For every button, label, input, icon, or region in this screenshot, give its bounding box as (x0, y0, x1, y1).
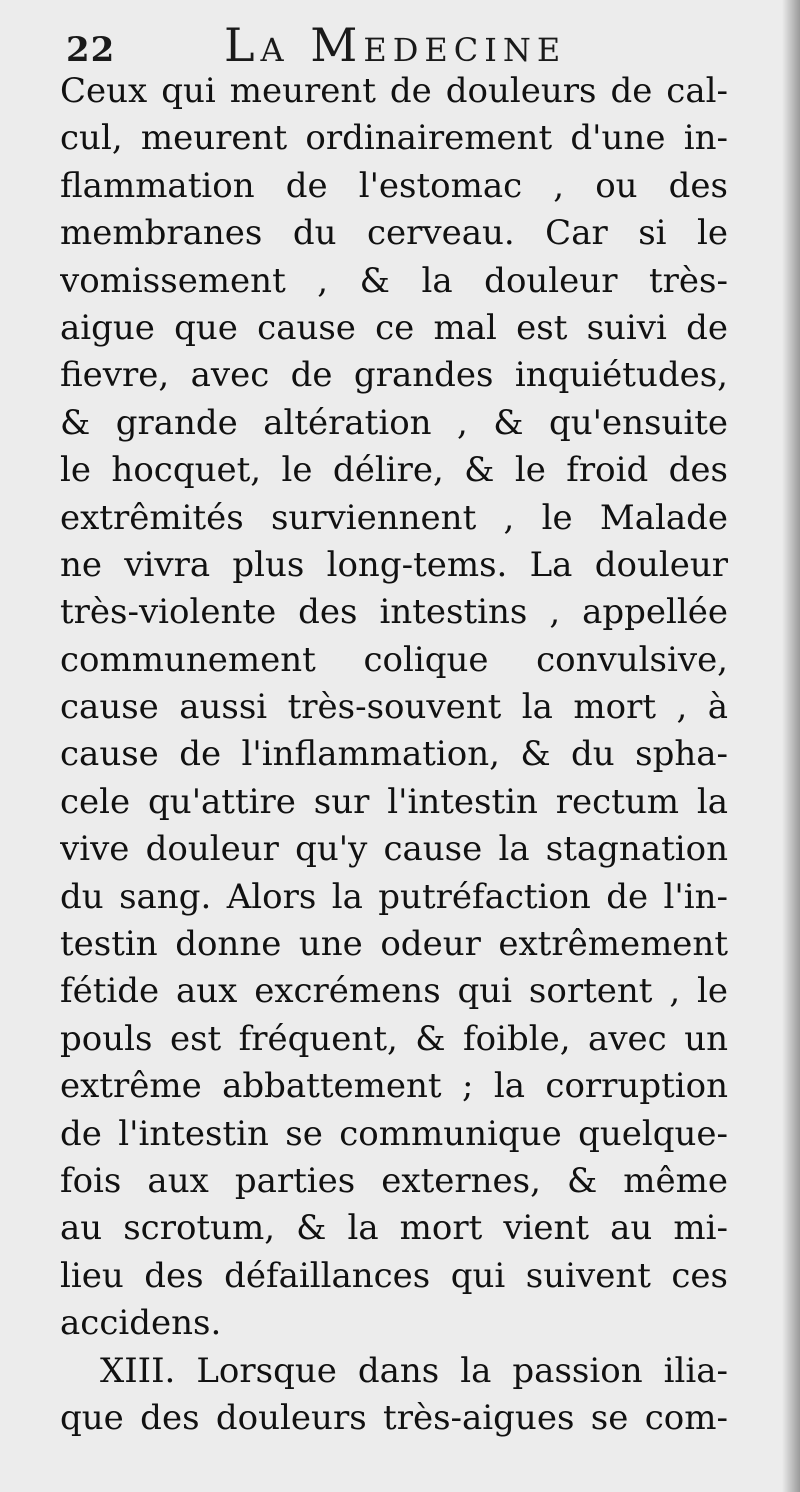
text-line: du sang. Alors la putréfaction de l'in- (60, 876, 728, 917)
text-line: membranes du cerveau. Car si le (60, 213, 728, 254)
text-line: fétide aux excrémens qui sortent , le (60, 971, 728, 1012)
text-line: extrême abbattement ; la corruption (60, 1066, 728, 1107)
text-line: ne vivra plus long-tems. La douleur (60, 544, 728, 585)
running-title: La Medecine (224, 18, 567, 72)
text-line: aigue que cause ce mal est suivi de (60, 307, 728, 348)
text-line: cele qu'attire sur l'intestin rectum la (60, 781, 728, 822)
text-line: fievre, avec de grandes inquiétudes, (60, 355, 728, 396)
text-line: pouls est fréquent, & foible, avec un (60, 1018, 728, 1059)
text-line: cul, meurent ordinairement d'une in- (60, 118, 728, 159)
text-line: le hocquet, le délire, & le froid des (60, 450, 728, 491)
page-number: 22 (66, 30, 116, 70)
text-line: vomissement , & la douleur très- (60, 260, 728, 301)
text-line: au scrotum, & la mort vient au mi- (60, 1208, 728, 1249)
text-line: flammation de l'estomac , ou des (60, 165, 728, 206)
section-start-line: XIII. Lorsque dans la passion ilia- (100, 1350, 728, 1391)
text-line: cause de l'inflammation, & du spha- (60, 734, 728, 775)
text-line: testin donne une odeur extrêmement (60, 924, 728, 965)
text-line: & grande altération , & qu'ensuite (60, 402, 728, 443)
text-line: fois aux parties externes, & même (60, 1160, 728, 1201)
text-line: très-violente des intestins , appellée (60, 592, 728, 633)
text-line: lieu des défaillances qui suivent ces (60, 1255, 728, 1296)
body-text (60, 68, 728, 1442)
text-line: Ceux qui meurent de douleurs de cal- (60, 71, 728, 111)
text-line: extrêmités surviennent , le Malade (60, 497, 728, 538)
text-line: cause aussi très-souvent la mort , à (60, 687, 728, 728)
running-head (66, 18, 760, 74)
text-line: vive douleur qu'y cause la stagnation (60, 829, 728, 870)
text-line: de l'intestin se communique quelque- (60, 1113, 728, 1154)
page-edge-shadow (782, 0, 800, 1492)
text-line: communement colique convulsive, (60, 639, 728, 680)
text-line: accidens. (60, 1303, 222, 1344)
text-line: que des douleurs très-aigues se com- (60, 1397, 728, 1438)
